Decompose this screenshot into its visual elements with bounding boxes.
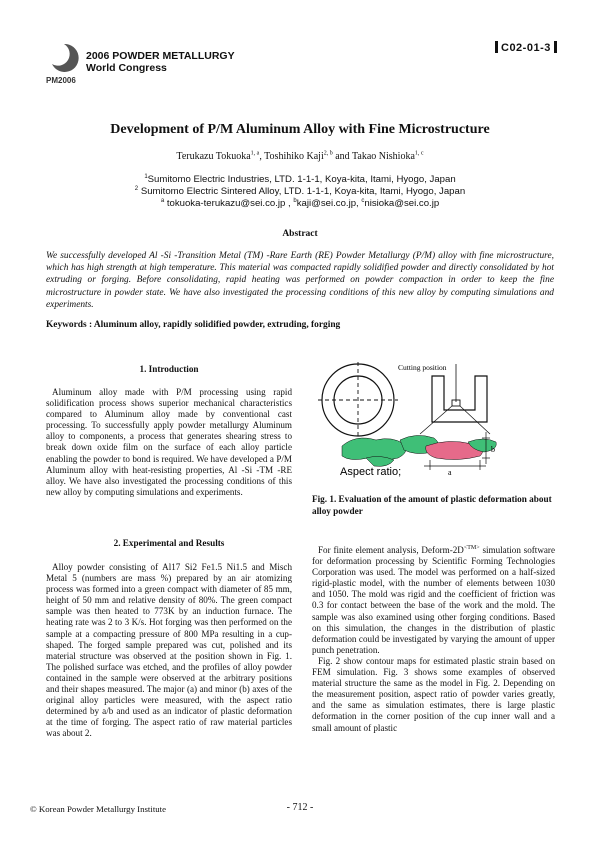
congress-title (86, 50, 235, 74)
abstract-text: We successfully developed Al -Si -Transition Metal (TM) -Rare Earth (RE) Powder Metallurgy (P/M) alloy with fine microstructure, which has high strength at high temperature. This material was compacted rapidly solidified powder and directly consolidated by hot extruding or forging. Before consolidating, rapid heating was performed on powder compaction in order to keep the fine microstructure in powder state. We have also investigated the processing conditions of this new alloy by computing simulations and experiments. (46, 251, 554, 310)
email-3: nisioka@sei.co.jp (364, 198, 440, 209)
author-2: , Toshihiko Kaji (259, 151, 324, 162)
copyright: © Korean Powder Metallurgy Institute (30, 804, 167, 814)
emails: $^a$ tokuoka-terukazu@sei.co.jp , $^b$kaji@sei.co.jp, $^c$nisioka@sei.co.jp (160, 197, 440, 209)
experimental-paragraph: Alloy powder consisting of Al17 Si2 Fe1.5 Ni1.5 and Misch Metal 5 (numbers are mass %) prepared by an air atomizing process was formed into a green compact with diameter of 85 mm, height of 50 mm and relative density of 80%. The green compact sample was then heated to 773K by an induction furnace. The heating rate was 2 to 3 K/s. Hot forging was then performed on the sample at a compacting pressure of 800 MPa resulting in a cup-shaped. The forged sample prepared was cut, polished and its material structure was observed at the position shown in Fig. 1. The polished surface was etched, and the profiles of alloy powder contained in the sample were observed at the arbitrary positions and their shapes measured. The major (a) and minor (b) axes of the original alloy particles were measured, with the aspect ratio determined by a/b and used as an indicator of plastic deformation at the time of forging. The aspect ratio of raw material particles was about 2. (46, 562, 292, 739)
paper-title: Development of P/M Aluminum Alloy with Fine Microstructure (110, 122, 490, 137)
label-a: a (448, 468, 452, 477)
congress-line2: World Congress (86, 62, 167, 74)
zoom-line-left (420, 406, 452, 434)
logo-text: PM2006 (46, 76, 76, 85)
page-number: - 712 - (286, 802, 314, 813)
paper-code (492, 41, 560, 54)
keywords: Keywords : Aluminum alloy, rapidly solidified powder, extruding, forging (46, 320, 341, 330)
figure-1 (312, 362, 555, 482)
experimental-text (46, 562, 292, 740)
code-bar-left (495, 41, 498, 53)
affiliation-2 (0, 186, 600, 197)
label-cutting-position: Cutting position (398, 363, 447, 372)
cup-section (432, 376, 487, 422)
email-2-sup: b (293, 197, 297, 204)
code-bar-right (554, 41, 557, 53)
authors (0, 151, 600, 162)
author-2-sup: 2, b (323, 150, 333, 157)
fem-paragraph (312, 545, 555, 656)
email-1-sup: a (160, 197, 165, 204)
abstract-heading: Abstract (282, 229, 318, 239)
intro-paragraph: Aluminum alloy made with P/M processing using rapid solidification process shows superior mechanical characteristics compared to Aluminum alloy made by conventional cast processing. To successfully apply powder metallurgy Aluminum alloy to components, a process that generates shearing stress to break down oxide film on the surface of each alloy particle enabling the powder to bond is required. We have developed a P/M Aluminum alloy with heat-resisting properties, Al -Si -TM -RE alloy. We have also investigated the processing conditions of this new alloy by computing simulations and experiments. (46, 387, 292, 497)
paper-code-text: C02-01-3 (501, 42, 551, 54)
author-1: Terukazu Tokuoka (176, 151, 251, 162)
author-3-sup: 1, c (414, 150, 424, 157)
fem-text-a: For finite element analysis, Deform-2D (318, 545, 464, 555)
intro-heading: 1. Introduction (139, 364, 199, 374)
aff2-sup: 2 (134, 185, 139, 192)
experimental-heading: 2. Experimental and Results (113, 538, 225, 548)
aff1-sup: 1 (144, 173, 148, 180)
fem-text-b: simulation software for deformation processing by Scientific Forming Technologies Corporation was used. The model was performed on a half-sized rigid-plastic model, with the number of elements between 1030 and 1050. The mold was rigid and the coefficient of friction was 0.3 for contact between the base of the work and the mold. The sample was also examined using other forging conditions. Based on this simulation, the changes in the distribution of plastic deformation could be investigated by varying the amount of upper punch penetration. (312, 545, 555, 655)
right-column-text (312, 545, 555, 734)
figure-1-caption: Fig. 1. Evaluation of the amount of plastic deformation about alloy powder (312, 494, 552, 516)
author-3: and Takao Nishioka (332, 151, 415, 162)
email-1: tokuoka-terukazu@sei.co.jp (166, 198, 286, 209)
label-aspect-ratio: Aspect ratio; (340, 466, 402, 478)
aff1-text: Sumitomo Electric Industries, LTD. 1-1-1, Koya-kita, Itami, Hyogo, Japan (147, 174, 456, 185)
email-3-sup: c (361, 197, 365, 204)
affiliation-1 (0, 174, 600, 185)
author-1-sup: 1, a (250, 150, 260, 157)
aff2-text: Sumitomo Electric Sintered Alloy, LTD. 1-1-1, Koya-kita, Itami, Hyogo, Japan (140, 186, 466, 197)
intro-text (46, 387, 292, 498)
pm2006-logo (44, 40, 84, 86)
contour-paragraph: Fig. 2 show contour maps for estimated plastic strain based on FEM simulation. Fig. 3 shows some examples of observed material structure the same as the model in Fig. 2. Depending on the measurement position, aspect ratio of powder varies greatly, and the same as simulation estimates, there is large plastic deformation in the corner position of the cup inner wall and a small amount of plastic (312, 655, 555, 733)
fem-tm-sup: <TM> (463, 544, 480, 551)
label-b: b (491, 445, 495, 454)
congress-line1: 2006 POWDER METALLURGY (86, 50, 235, 62)
email-2: kaji@sei.co.jp (296, 198, 357, 209)
